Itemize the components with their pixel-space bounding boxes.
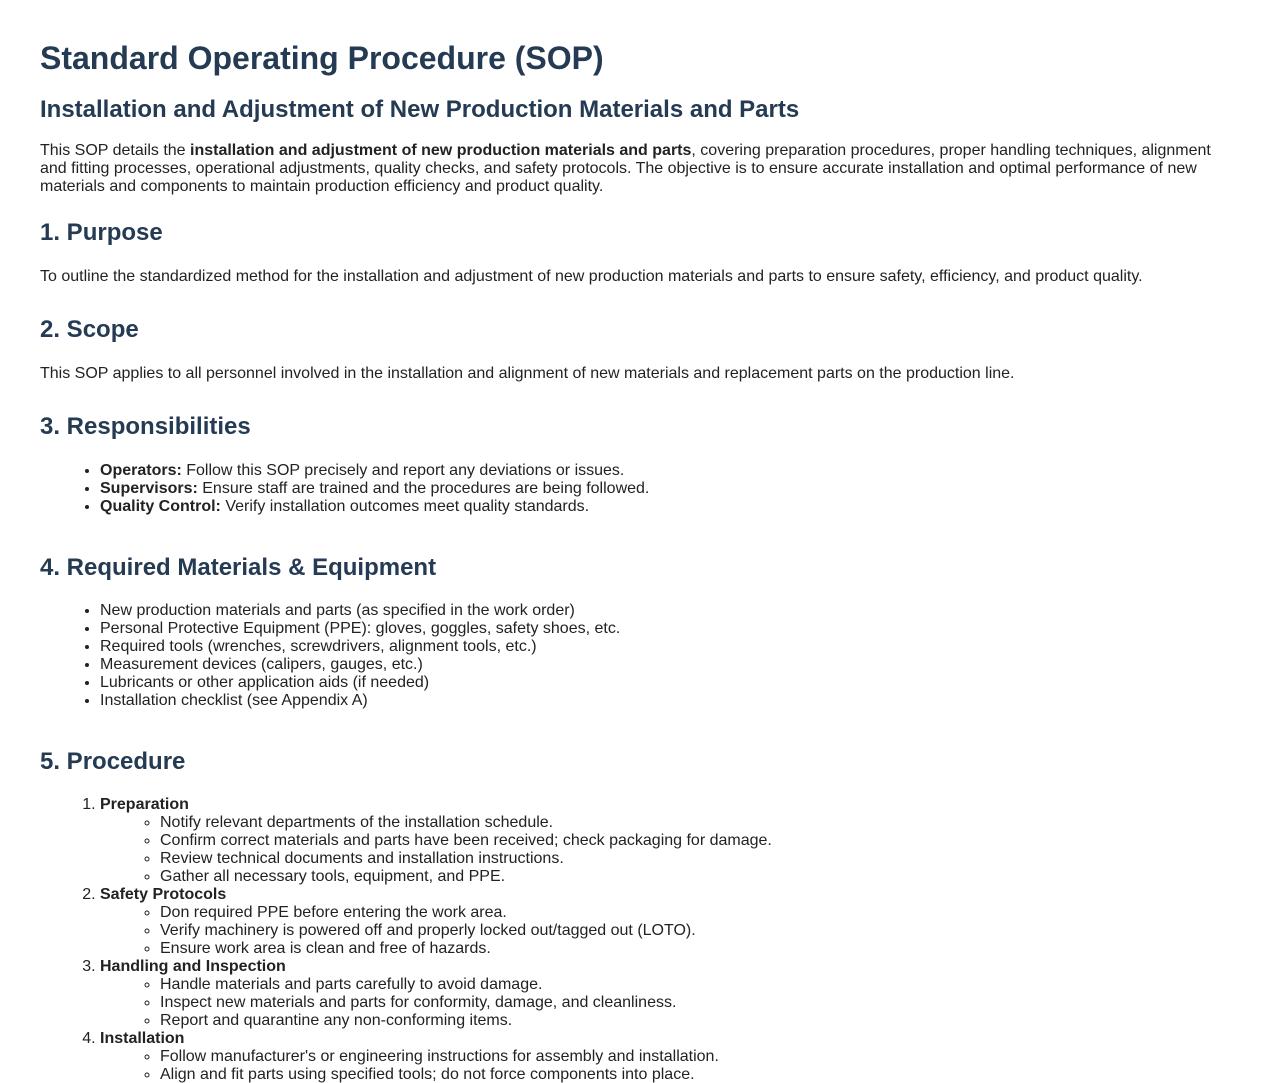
procedure-step bbox=[100, 886, 1223, 958]
step-title: Installation bbox=[100, 1030, 185, 1047]
list-item: • New production materials and parts (as specified in the work order) bbox=[100, 602, 1223, 620]
list-item: ◦ Handle materials and parts carefully to avoid damage. bbox=[160, 976, 1223, 994]
scope-text: This SOP applies to all personnel involved in the installation and alignment of new materials and replacement parts on the production line. bbox=[40, 365, 1015, 382]
materials-list bbox=[40, 602, 1223, 710]
list-item: ◦ Gather all necessary tools, equipment, and PPE. bbox=[160, 868, 1223, 886]
role-label: Supervisors: bbox=[100, 480, 198, 497]
list-item: ◦ Verify machinery is powered off and properly locked out/tagged out (LOTO). bbox=[160, 922, 1223, 940]
role-text: Verify installation outcomes meet quality standards. bbox=[220, 498, 590, 515]
intro-bold: installation and adjustment of new production materials and parts bbox=[190, 142, 692, 159]
page-subtitle: Installation and Adjustment of New Production Materials and Parts bbox=[40, 96, 800, 123]
role-label: Operators: bbox=[100, 462, 182, 479]
list-item: ◦ Follow manufacturer's or engineering instructions for assembly and installation. bbox=[160, 1048, 1223, 1066]
list-item: • Measurement devices (calipers, gauges, etc.) bbox=[100, 656, 1223, 674]
step-title: Preparation bbox=[100, 796, 189, 813]
list-item: ◦ Align and fit parts using specified tools; do not force components into place. bbox=[160, 1066, 1223, 1083]
section-heading-responsibilities: 3. Responsibilities bbox=[40, 413, 251, 440]
list-item: ◦ Review technical documents and installation instructions. bbox=[160, 850, 1223, 868]
step-substeps bbox=[100, 1048, 1223, 1083]
procedure-step bbox=[100, 1030, 1223, 1083]
responsibilities-list bbox=[40, 462, 1223, 516]
role-text: Ensure staff are trained and the procedures are being followed. bbox=[197, 480, 650, 497]
section-heading-purpose: 1. Purpose bbox=[40, 219, 163, 246]
intro-prefix: This SOP details the bbox=[40, 142, 190, 159]
list-item: • Personal Protective Equipment (PPE): gloves, goggles, safety shoes, etc. bbox=[100, 620, 1223, 638]
purpose-text: To outline the standardized method for the installation and adjustment of new production materials and parts to ensure safety, efficiency, and product quality. bbox=[40, 268, 1143, 285]
procedure-steps bbox=[40, 796, 1223, 1083]
step-substeps bbox=[100, 814, 1223, 886]
section-heading-materials: 4. Required Materials & Equipment bbox=[40, 554, 437, 581]
list-item: ◦ Ensure work area is clean and free of hazards. bbox=[160, 940, 1223, 958]
section-heading-scope: 2. Scope bbox=[40, 316, 139, 343]
list-item: • Lubricants or other application aids (if needed) bbox=[100, 674, 1223, 692]
procedure-step bbox=[100, 796, 1223, 886]
list-item: ◦ Inspect new materials and parts for conformity, damage, and cleanliness. bbox=[160, 994, 1223, 1012]
list-item bbox=[100, 462, 1223, 480]
list-item: • Required tools (wrenches, screwdrivers, alignment tools, etc.) bbox=[100, 638, 1223, 656]
list-item: ◦ Don required PPE before entering the work area. bbox=[160, 904, 1223, 922]
page-title: Standard Operating Procedure (SOP) bbox=[40, 40, 604, 76]
intro-suffix: , covering preparation procedures, proper handling techniques, alignment and fitting processes, operational adjustments, quality checks, and safety protocols. The objective is to ensure accurate installation and optimal performance of new materials and components to maintain production efficiency and product quality. bbox=[40, 142, 1211, 195]
role-label: Quality Control: bbox=[100, 498, 221, 515]
procedure-step bbox=[100, 958, 1223, 1030]
list-item bbox=[100, 498, 1223, 516]
list-item: ◦ Report and quarantine any non-conforming items. bbox=[160, 1012, 1223, 1030]
section-heading-procedure: 5. Procedure bbox=[40, 748, 186, 775]
list-item bbox=[100, 480, 1223, 498]
list-item: • Installation checklist (see Appendix A) bbox=[100, 692, 1223, 710]
step-title: Safety Protocols bbox=[100, 886, 227, 903]
role-text: Follow this SOP precisely and report any deviations or issues. bbox=[181, 462, 625, 479]
list-item: ◦ Confirm correct materials and parts have been received; check packaging for damage. bbox=[160, 832, 1223, 850]
step-substeps bbox=[100, 976, 1223, 1030]
step-substeps bbox=[100, 904, 1223, 958]
step-title: Handling and Inspection bbox=[100, 958, 286, 975]
list-item: ◦ Notify relevant departments of the installation schedule. bbox=[160, 814, 1223, 832]
intro-paragraph bbox=[40, 142, 1223, 196]
